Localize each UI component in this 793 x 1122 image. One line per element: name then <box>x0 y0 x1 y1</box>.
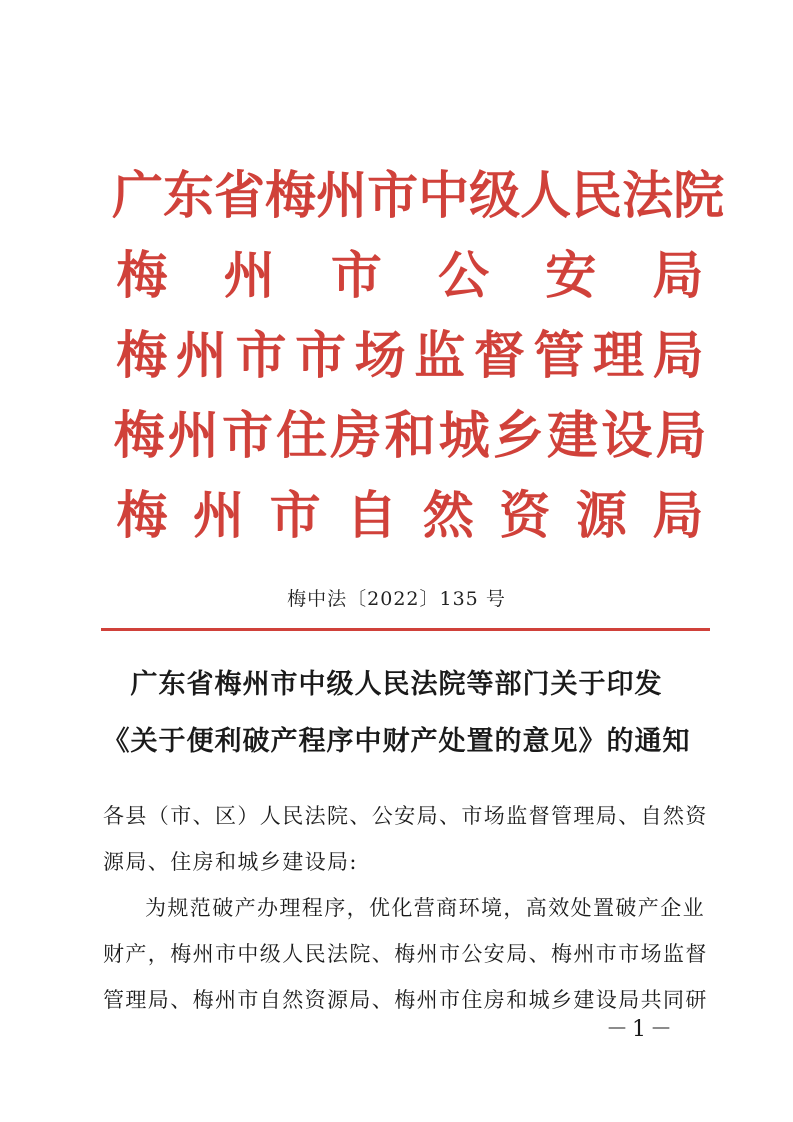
notice-title-line-1: 广东省梅州市中级人民法院等部门关于印发 <box>130 669 663 700</box>
issuer-character: 州 <box>316 166 368 226</box>
issuer-character: 安 <box>545 246 597 306</box>
issuing-authorities-header <box>112 165 725 565</box>
issuer-character: 州 <box>175 326 227 386</box>
issuer-character: 梅 <box>116 246 168 306</box>
document-number: 梅中法〔2022〕135 号 <box>287 588 506 610</box>
issuer-character: 梅 <box>116 326 168 386</box>
issuer-character: 然 <box>422 486 474 546</box>
issuer-character: 市 <box>269 486 321 546</box>
issuer-character: 住 <box>276 406 328 466</box>
issuer-character: 资 <box>499 486 551 546</box>
issuer-character: 房 <box>330 406 382 466</box>
body-paragraph-line-1: 为规范破产办理程序，优化营商环境，高效处置破产企业 <box>145 896 705 920</box>
issuer-character: 监 <box>414 326 466 386</box>
issuer-character: 公 <box>438 246 490 306</box>
issuer-character: 梅 <box>116 486 168 546</box>
issuer-character: 梅 <box>265 166 317 226</box>
issuer-character: 自 <box>346 486 398 546</box>
page-number: －1－ <box>606 1017 676 1042</box>
issuer-character: 梅 <box>113 406 165 466</box>
issuer-line <box>112 485 708 565</box>
issuer-character: 院 <box>673 166 725 226</box>
issuer-character: 州 <box>193 486 245 546</box>
addressee-line-2: 源局、住房和城乡建设局: <box>103 850 358 874</box>
issuer-line <box>112 165 725 245</box>
issuer-character: 理 <box>593 326 645 386</box>
issuer-character: 设 <box>601 406 653 466</box>
issuer-character: 管 <box>533 326 585 386</box>
body-paragraph-line-2: 财产，梅州市中级人民法院、梅州市公安局、梅州市市场监督 <box>103 942 708 966</box>
issuer-character: 民 <box>571 166 623 226</box>
issuer-character: 省 <box>214 166 266 226</box>
red-separator-line <box>101 628 710 631</box>
issuer-character: 城 <box>438 406 490 466</box>
issuer-character: 局 <box>652 246 704 306</box>
issuer-character: 和 <box>384 406 436 466</box>
issuer-line <box>112 405 708 485</box>
issuer-character: 人 <box>520 166 572 226</box>
issuer-character: 市 <box>221 406 273 466</box>
issuer-character: 源 <box>575 486 627 546</box>
issuer-character: 局 <box>652 486 704 546</box>
notice-title-line-2: 《关于便利破产程序中财产处置的意见》的通知 <box>102 726 691 757</box>
issuer-character: 市 <box>295 326 347 386</box>
issuer-character: 东 <box>163 166 215 226</box>
issuer-character: 局 <box>655 406 707 466</box>
addressee-line-1: 各县（市、区）人民法院、公安局、市场监督管理局、自然资 <box>103 804 708 828</box>
issuer-character: 市 <box>367 166 419 226</box>
issuer-character: 场 <box>354 326 406 386</box>
body-paragraph-line-3: 管理局、梅州市自然资源局、梅州市住房和城乡建设局共同研 <box>103 988 708 1012</box>
issuer-character: 市 <box>235 326 287 386</box>
issuer-character: 建 <box>547 406 599 466</box>
issuer-character: 级 <box>469 166 521 226</box>
issuer-character: 州 <box>223 246 275 306</box>
issuer-character: 法 <box>622 166 674 226</box>
issuer-character: 乡 <box>492 406 544 466</box>
issuer-character: 督 <box>473 326 525 386</box>
issuer-character: 广 <box>112 166 164 226</box>
issuer-character: 市 <box>330 246 382 306</box>
issuer-line <box>112 325 708 405</box>
issuer-line <box>112 245 708 325</box>
issuer-character: 局 <box>652 326 704 386</box>
issuer-character: 州 <box>167 406 219 466</box>
issuer-character: 中 <box>418 166 470 226</box>
